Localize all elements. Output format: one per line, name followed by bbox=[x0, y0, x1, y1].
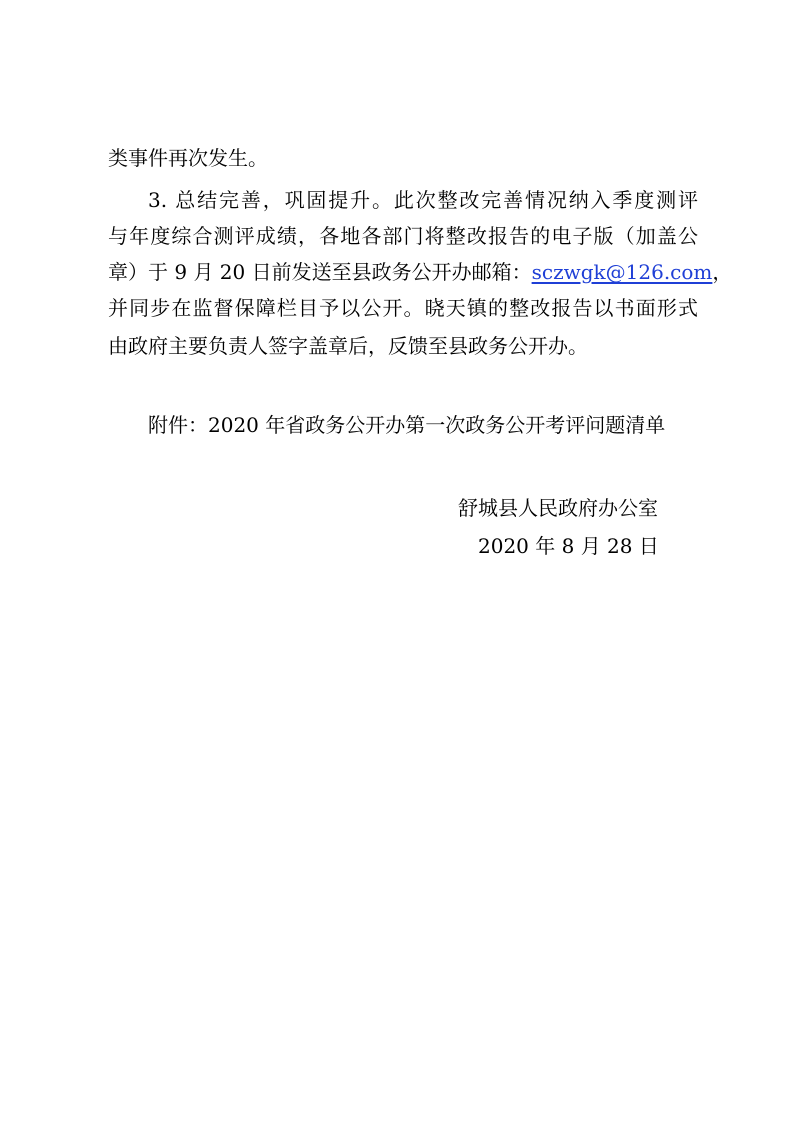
item-3-line-5: 由政府主要负责人签字盖章后，反馈至县政务公开办。 bbox=[108, 334, 588, 358]
item-3-line-3 bbox=[108, 257, 733, 287]
item-3-line-3-prefix: 章）于 9 月 20 日前发送至县政务公开办邮箱： bbox=[108, 260, 532, 284]
signature-date: 2020 年 8 月 28 日 bbox=[478, 534, 659, 558]
signature-organization: 舒城县人民政府办公室 bbox=[458, 496, 658, 520]
item-3-line-1: 3. 总结完善，巩固提升。此次整改完善情况纳入季度测评 bbox=[148, 188, 698, 212]
paragraph-continuation: 类事件再次发生。 bbox=[108, 146, 268, 170]
attachment-note: 附件：2020 年省政务公开办第一次政务公开考评问题清单 bbox=[148, 413, 666, 437]
email-link[interactable]: sczwgk@126.com bbox=[531, 260, 713, 284]
item-3-line-4: 并同步在监督保障栏目予以公开。晓天镇的整改报告以书面形式 bbox=[108, 296, 698, 320]
item-3-line-3-suffix: ， bbox=[712, 260, 733, 284]
item-3-line-2: 与年度综合测评成绩，各地各部门将整改报告的电子版（加盖公 bbox=[108, 224, 698, 248]
